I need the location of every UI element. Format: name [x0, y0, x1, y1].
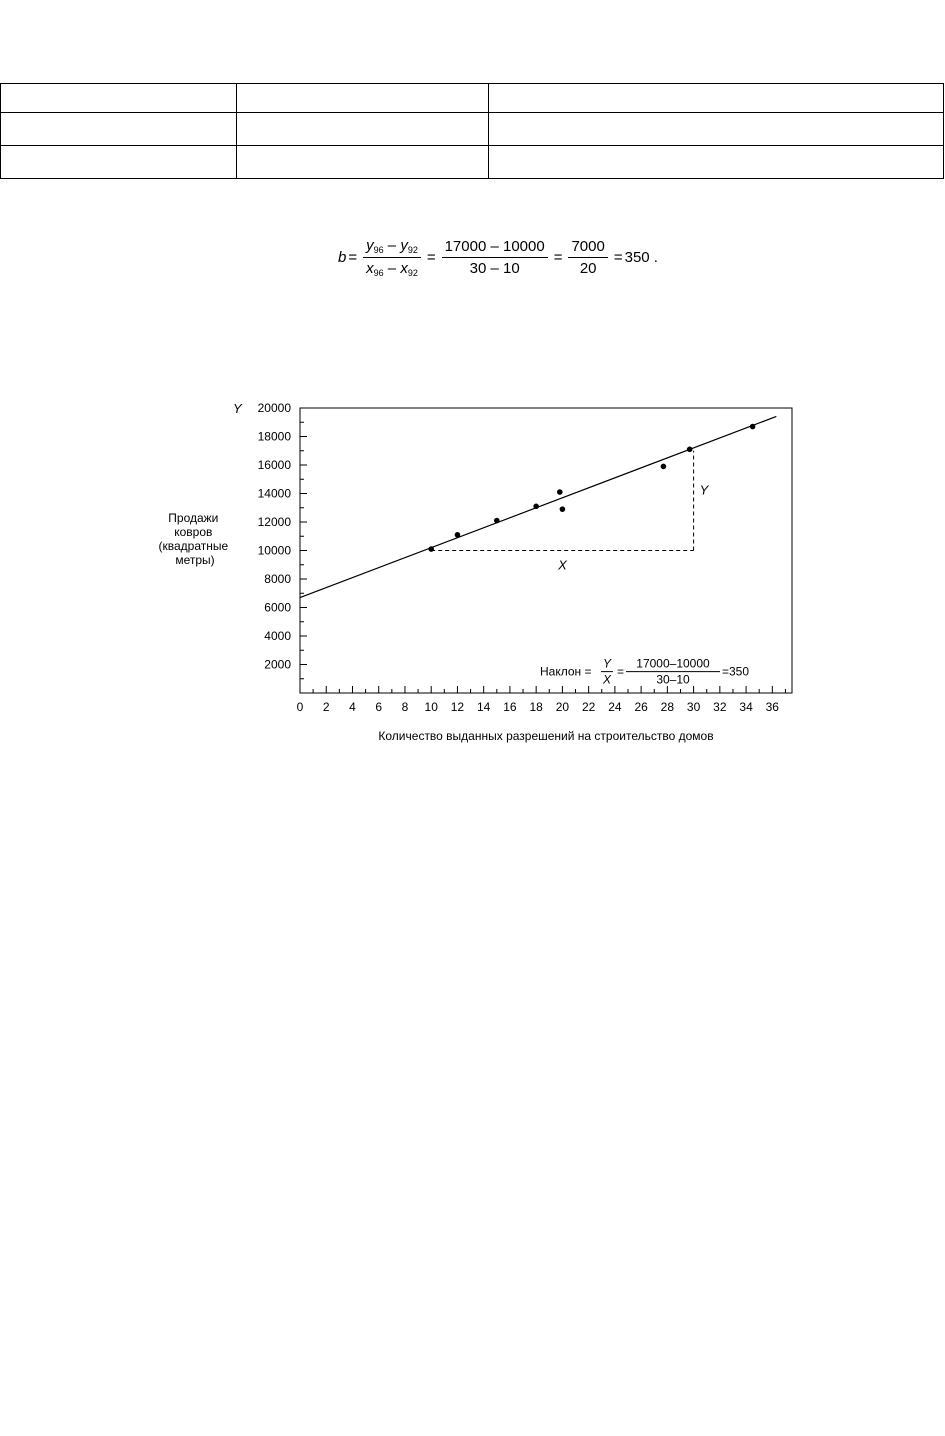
x-tick-label: 24: [608, 700, 622, 714]
annotation-suffix: =350: [722, 664, 750, 679]
x-tick-label: 6: [375, 700, 383, 714]
data-point: [533, 504, 539, 510]
annotation-equals: =: [617, 664, 625, 679]
table-cell: [489, 113, 944, 146]
y-axis-label-line: Продажи: [168, 511, 219, 525]
table-row: [1, 113, 944, 146]
triangle-y-label: Y: [699, 482, 709, 498]
y-tick-label: 2000: [264, 657, 291, 672]
formula-equals: =: [613, 248, 623, 266]
formula-f2-den: 30 – 10: [469, 259, 520, 277]
y-tick-label: 16000: [257, 458, 291, 472]
triangle-x-label: X: [558, 557, 567, 573]
x-axis-label: Количество выданных разрешений на строительство домов: [378, 729, 714, 743]
formula-y92: y: [400, 236, 408, 254]
y-tick-label: 20000: [257, 401, 291, 415]
x-tick-label: 4: [349, 700, 356, 714]
table-cell: [1, 84, 237, 113]
annotation-frac2-num: 17000–10000: [636, 656, 710, 671]
x-tick-label: 8: [401, 700, 409, 714]
table-cell: [489, 146, 944, 179]
y-axis-label: [158, 511, 231, 567]
y-tick-label: 10000: [257, 543, 291, 558]
x-tick-label: 34: [739, 700, 753, 714]
x-tick-label: 30: [686, 700, 701, 714]
x-tick-label: 14: [477, 700, 491, 714]
table-row: [1, 84, 944, 113]
table-cell: [1, 146, 237, 179]
table-cell: [489, 84, 944, 113]
formula-equals: =: [348, 248, 358, 266]
x-tick-label: 12: [450, 700, 465, 714]
data-point: [494, 518, 500, 524]
formula-fraction-symbolic: [363, 237, 421, 278]
x-tick-label: 0: [296, 700, 304, 714]
annotation-prefix: Наклон =: [540, 664, 592, 679]
table-row: [1, 146, 944, 179]
y-tick-label: 18000: [257, 429, 291, 444]
formula-sub-92: 92: [407, 267, 418, 278]
table-cell: [237, 84, 489, 113]
y-axis-label-line: (квадратные: [158, 539, 229, 553]
x-axis-ticks: [297, 686, 786, 714]
y-axis-letter: Y: [233, 401, 242, 416]
data-point: [428, 546, 434, 552]
table-cell: [237, 113, 489, 146]
formula-sub-96: 96: [373, 267, 384, 278]
formula-x96: x: [366, 259, 374, 277]
formula-x92: x: [400, 259, 408, 277]
formula-equals: =: [553, 248, 563, 266]
formula-f3-den: 20: [579, 259, 597, 277]
data-point: [750, 424, 756, 430]
data-point: [557, 489, 563, 495]
annotation-frac2-den: 30–10: [656, 672, 690, 687]
data-point: [661, 464, 667, 470]
empty-table: [0, 83, 944, 179]
y-tick-label: 12000: [257, 515, 291, 529]
data-point: [455, 532, 461, 538]
formula-f2-num: 17000 – 10000: [442, 238, 548, 258]
data-point: [687, 447, 693, 453]
y-tick-label: 8000: [264, 572, 291, 586]
x-tick-label: 20: [555, 700, 570, 714]
table-cell: [237, 146, 489, 179]
formula-equals: =: [426, 248, 436, 266]
table-cell: [1, 113, 237, 146]
y-tick-label: 14000: [257, 486, 291, 501]
formula-y96: y: [366, 236, 374, 254]
formula-minus: –: [387, 259, 397, 277]
data-point: [560, 506, 566, 512]
x-tick-label: 36: [765, 700, 779, 714]
slope-formula: [338, 232, 658, 282]
x-tick-label: 28: [660, 700, 675, 714]
formula-f3-num: 7000: [568, 238, 607, 258]
y-tick-label: 6000: [264, 600, 291, 615]
x-tick-label: 10: [424, 700, 438, 714]
x-tick-label: 32: [713, 700, 727, 714]
formula-sub-96: 96: [373, 244, 384, 255]
annotation-frac1-num: Y: [602, 656, 612, 671]
x-tick-label: 2: [322, 700, 330, 714]
slope-triangle: [431, 451, 709, 573]
x-tick-label: 26: [634, 700, 648, 714]
slope-annotation: [540, 657, 749, 687]
formula-fraction-values: [442, 238, 548, 277]
y-axis-label-line: метры): [175, 553, 215, 567]
formula-minus: –: [387, 236, 397, 254]
formula-lhs: b: [338, 248, 347, 266]
formula-result: 350 .: [624, 248, 658, 266]
y-tick-label: 4000: [264, 629, 291, 643]
x-tick-label: 16: [503, 700, 517, 714]
y-axis-label-line: ковров: [174, 525, 213, 539]
formula-fraction-simplified: [568, 238, 607, 277]
scatter-chart: [155, 395, 805, 755]
annotation-frac1-den: X: [602, 672, 612, 687]
formula-sub-92: 92: [407, 244, 418, 255]
x-tick-label: 18: [529, 700, 543, 714]
x-tick-label: 22: [581, 700, 596, 714]
